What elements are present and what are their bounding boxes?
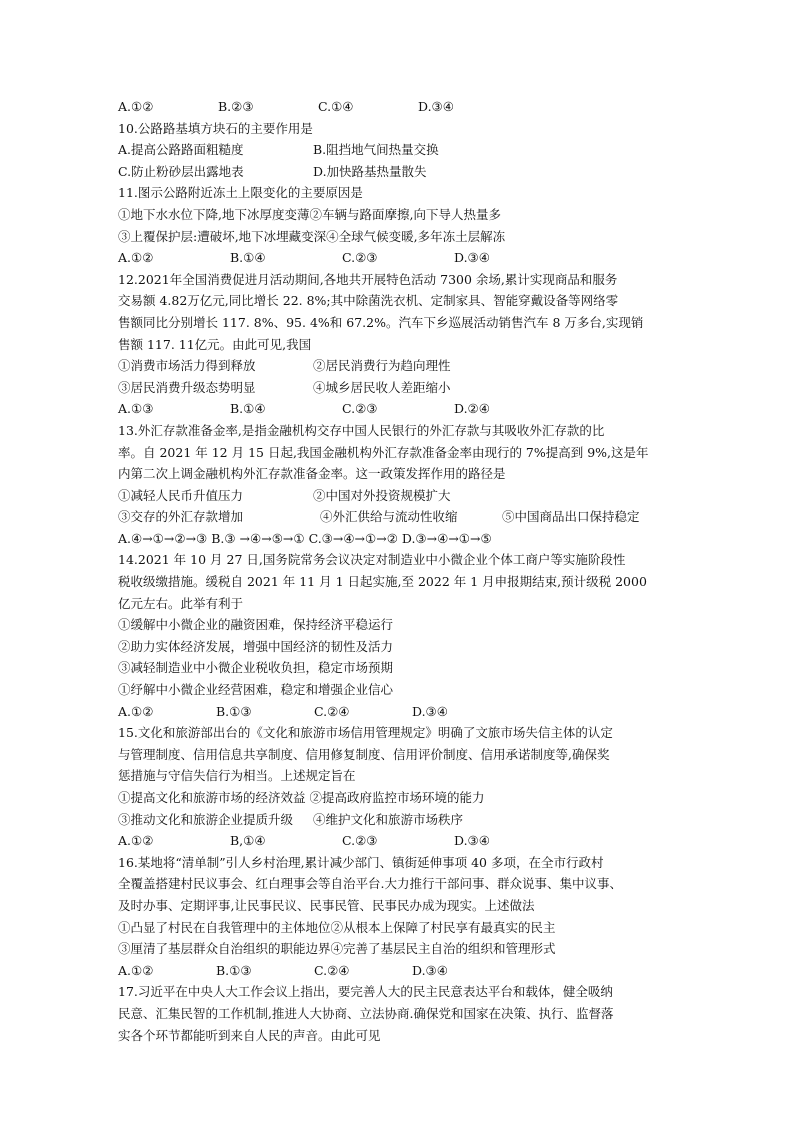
statement-5: ⑤中国商品出口保持稳定 xyxy=(501,509,640,525)
option-b: B.①④ xyxy=(230,401,266,417)
statement-1: ①消费市场活力得到释放 xyxy=(118,358,256,374)
q13-stem-line-2: 率。自 2021 年 12 月 15 日起,我国金融机构外汇存款准备金率由现行的 7%提高到 9%,这是年 xyxy=(118,444,649,460)
option-a: A.提高公路路面粗糙度 xyxy=(118,142,244,158)
q15-stem-line-2: 与管理制度、信用信息共享制度、信用修复制度、信用评价制度、信用承诺制度等,确保奖 xyxy=(118,746,610,762)
q12-statements-12 xyxy=(118,355,684,377)
q14-statement-3: ③减轻制造业中小微企业税收负担，稳定市场预期 xyxy=(118,660,394,676)
q12-options xyxy=(118,398,684,420)
option-c: C.②④ xyxy=(314,962,350,978)
q10-options-ab xyxy=(118,139,684,161)
q14-stem-line-1: 14.2021 年 10 月 27 日,国务院常务会议决定对制造业中小微企业个体工商户等实施阶段性 xyxy=(118,552,626,568)
q11-statements-12: ①地下水水位下降,地下冰厚度变薄②车辆与路面摩擦,向下导人热量多 xyxy=(118,206,501,222)
option-b: B.阻挡地气间热量交换 xyxy=(313,142,439,158)
q15-options xyxy=(118,830,684,852)
option-c: C.防止粉砂层出露地表 xyxy=(118,163,244,179)
q10-options-cd xyxy=(118,161,684,183)
q12-stem-line-2: 交易额 4.82万亿元,同比增长 22. 8%;其中除菌洗衣机、定制家具、智能穿戴设备等网络零 xyxy=(118,293,619,309)
q13-options: A.④→①→②→③ B.③ →④→⑤→① C.③→④→①→② D.③→④→①→⑤ xyxy=(118,530,492,546)
q14-statement-1: ①缓解中小微企业的融资困难，保持经济平稳运行 xyxy=(118,617,394,633)
q9-options xyxy=(118,96,684,118)
q15-statements-34 xyxy=(118,809,684,831)
statement-2: ②居民消费行为趋向理性 xyxy=(313,358,451,374)
option-b: B,①④ xyxy=(230,833,266,849)
q16-stem-line-2: 全覆盖搭建村民议事会、红白理事会等自治平台.大力推行干部问事、群众说事、集中议事、 xyxy=(118,876,622,892)
statement-4: ④外汇供给与流动性收缩 xyxy=(319,509,458,525)
q12-stem-line-3: 售额同比分别增长 117. 8%、95. 4%和 67.2%。汽车下乡巡展活动销售汽车 8 万多台,实现销 xyxy=(118,314,644,330)
statement-3: ③交存的外汇存款增加 xyxy=(118,509,244,525)
option-a: A.①② xyxy=(118,250,154,266)
option-d: D.②④ xyxy=(454,401,490,417)
q16-options xyxy=(118,960,684,982)
option-c: C.②③ xyxy=(342,250,378,266)
q11-statements-34: ③上覆保护层:遭破坏,地下冰埋藏变深④全球气候变暖,多年冻土层解冻 xyxy=(118,228,506,244)
q12-stem-line-4: 售额 117. 11亿元。由此可见,我国 xyxy=(118,336,312,352)
option-c: C.②④ xyxy=(314,703,350,719)
q15-stem-line-3: 惩措施与守信失信行为相当。上述规定旨在 xyxy=(118,768,356,784)
q14-statement-4: ①纾解中小微企业经营困难，稳定和增强企业信心 xyxy=(118,682,394,698)
statement-2: ②中国对外投资规模扩大 xyxy=(313,487,451,503)
q11-options xyxy=(118,247,684,269)
q16-stem-line-3: 及时办事、定期评事,让民事民议、民事民管、民事民办成为现实。上述做法 xyxy=(118,897,535,913)
q16-stem-line-1: 16.某地将“清单制”引人乡村治理,累计减少部门、镇街延伸事项 40 多项，在全市行政村 xyxy=(118,854,604,870)
q14-options xyxy=(118,701,684,723)
q16-statements-12: ①凸显了村民在自我管理中的主体地位②从根本上保障了村民享有最真实的民主 xyxy=(118,919,556,935)
q16-statements-34: ③厘清了基层群众自治组织的职能边界④完善了基层民主自治的组织和管理形式 xyxy=(118,941,556,957)
q15-statements-12: ①提高文化和旅游市场的经济效益 ②提高政府监控市场环境的能力 xyxy=(118,790,485,805)
q13-statements-12 xyxy=(118,485,684,507)
statement-3: ③推动文化和旅游企业提质升级 xyxy=(118,811,294,827)
option-a: A.①② xyxy=(118,703,154,719)
option-b: B.①③ xyxy=(216,962,252,978)
q14-stem-line-3: 亿元左右。此举有利于 xyxy=(118,595,244,611)
statement-3: ③居民消费升级态势明显 xyxy=(118,379,256,395)
question-text-block xyxy=(118,96,684,1046)
option-b: B.①③ xyxy=(216,703,252,719)
option-b: B.①④ xyxy=(230,250,266,266)
q12-statements-34 xyxy=(118,377,684,399)
option-d: D.③④ xyxy=(454,833,490,849)
option-c: C.②③ xyxy=(342,401,378,417)
q13-statements-345 xyxy=(118,506,684,528)
statement-4: ④城乡居民收人差距缩小 xyxy=(313,379,451,395)
option-c: C.①④ xyxy=(318,99,354,114)
option-a: A.①② xyxy=(118,833,154,849)
q14-statement-2: ②助力实体经济发展，增强中国经济的韧性及活力 xyxy=(118,638,394,654)
option-a: A.①② xyxy=(118,99,154,114)
option-c: C.②③ xyxy=(342,833,378,849)
q13-stem-line-1: 13.外汇存款准备金率,是指金融机构交存中国人民银行的外汇存款与其吸收外汇存款的比 xyxy=(118,422,605,438)
option-d: D.③④ xyxy=(412,703,448,719)
q17-stem-line-1: 17.习近平在中央人大工作会议上指出，要完善人大的民主民意表达平台和载体，健全吸纳 xyxy=(118,984,613,1000)
q15-stem-line-1: 15.文化和旅游部出台的《文化和旅游市场信用管理规定》明确了文旅市场失信主体的认定 xyxy=(118,725,613,741)
option-b: B.②③ xyxy=(218,99,254,114)
option-a: A.①② xyxy=(118,962,154,978)
q11-stem: 11.图示公路附近冻土上限变化的主要原因是 xyxy=(118,185,363,201)
option-d: D.③④ xyxy=(454,250,490,266)
q17-stem-line-2: 民意、汇集民智的工作机制,推进人大协商、立法协商.确保党和国家在决策、执行、监督落 xyxy=(118,1005,614,1021)
statement-4: ④维护文化和旅游市场秩序 xyxy=(313,811,464,827)
option-d: D.③④ xyxy=(412,962,448,978)
q17-stem-line-3: 实各个环节都能听到来自人民的声音。由此可见 xyxy=(118,1027,381,1043)
q12-stem-line-1: 12.2021年全国消费促进月活动期间,各地共开展特色活动 7300 余场,累计实现商品和服务 xyxy=(118,271,618,287)
q10-stem: 10.公路路基填方块石的主要作用是 xyxy=(118,120,313,136)
option-d: D.③④ xyxy=(418,99,454,114)
statement-1: ①减轻人民币升值压力 xyxy=(118,487,244,503)
q13-stem-line-3: 内第二次上调金融机构外汇存款准备金率。这一政策发挥作用的路径是 xyxy=(118,466,506,482)
option-d: D.加快路基热量散失 xyxy=(313,163,427,179)
q14-stem-line-2: 税收级缴措施。缓税自 2021 年 11 月 1 日起实施,至 2022 年 1 月申报期结束,预计级税 2000 xyxy=(118,574,647,590)
option-a: A.①③ xyxy=(118,401,154,417)
